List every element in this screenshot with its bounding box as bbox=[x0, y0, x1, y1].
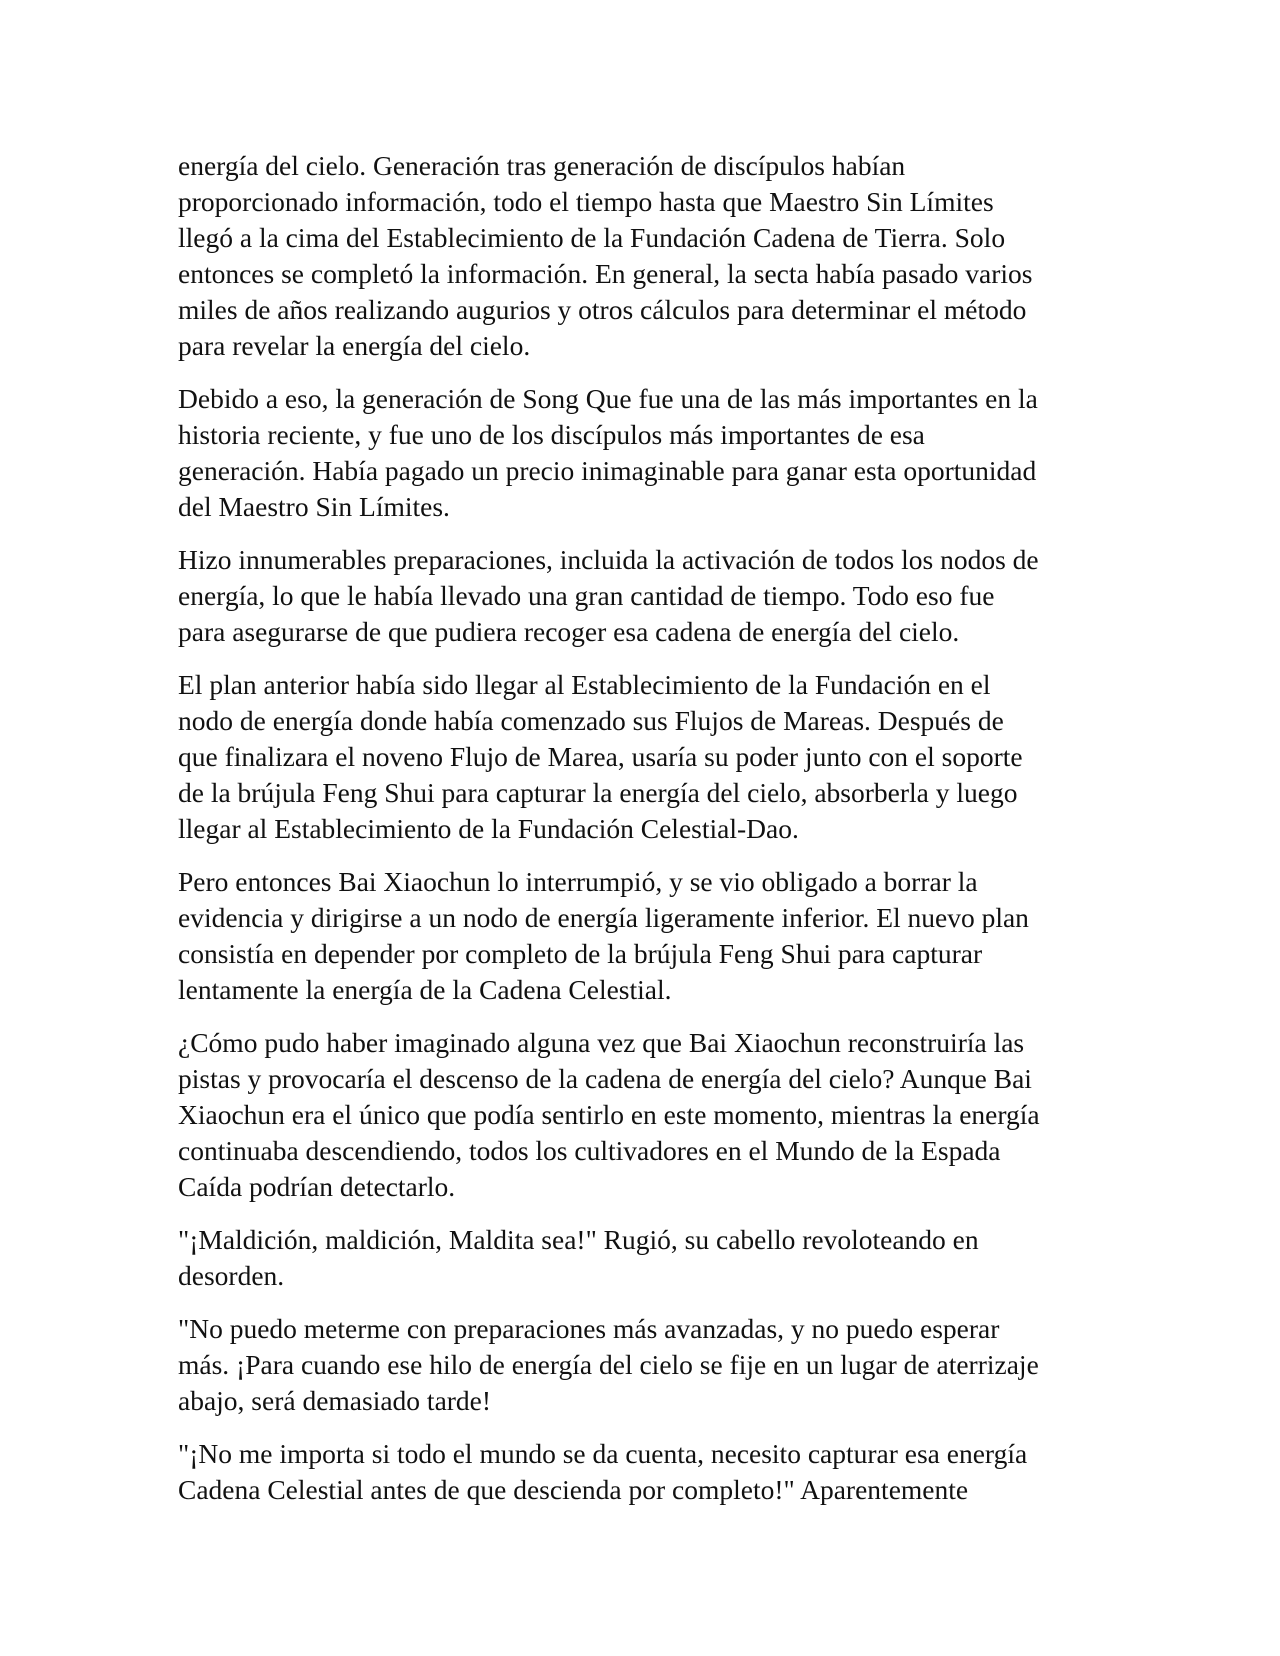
text-line: energía del cielo. Generación tras generación de discípulos habían bbox=[178, 150, 906, 181]
text-line: pistas y provocaría el descenso de la cadena de energía del cielo? Aunque Bai bbox=[178, 1063, 1032, 1094]
text-line: Pero entonces Bai Xiaochun lo interrumpió, y se vio obligado a borrar la bbox=[178, 866, 978, 897]
paragraph-4 bbox=[178, 667, 1102, 847]
text-line: Xiaochun era el único que podía sentirlo en este momento, mientras la energía bbox=[178, 1099, 1040, 1130]
text-line: Debido a eso, la generación de Song Que fue una de las más importantes en la bbox=[178, 383, 1038, 414]
paragraph-3 bbox=[178, 542, 1102, 650]
text-line: consistía en depender por completo de la brújula Feng Shui para capturar bbox=[178, 938, 983, 969]
paragraph-2 bbox=[178, 381, 1102, 525]
text-line: "No puedo meterme con preparaciones más avanzadas, y no puedo esperar bbox=[178, 1313, 1000, 1344]
text-line: para asegurarse de que pudiera recoger esa cadena de energía del cielo. bbox=[178, 616, 960, 647]
text-line: El plan anterior había sido llegar al Establecimiento de la Fundación en el bbox=[178, 669, 991, 700]
text-line: "¡Maldición, maldición, Maldita sea!" Rugió, su cabello revoloteando en bbox=[178, 1224, 979, 1255]
text-line: "¡No me importa si todo el mundo se da cuenta, necesito capturar esa energía bbox=[178, 1438, 1028, 1469]
text-line: abajo, será demasiado tarde! bbox=[178, 1385, 492, 1416]
paragraph-1 bbox=[178, 148, 1102, 364]
text-line: historia reciente, y fue uno de los discípulos más importantes de esa bbox=[178, 419, 925, 450]
text-line: más. ¡Para cuando ese hilo de energía del cielo se fije en un lugar de aterrizaje bbox=[178, 1349, 1039, 1380]
text-line: Cadena Celestial antes de que descienda por completo!" Aparentemente bbox=[178, 1474, 969, 1505]
text-line: del Maestro Sin Límites. bbox=[178, 491, 450, 522]
text-line: energía, lo que le había llevado una gran cantidad de tiempo. Todo eso fue bbox=[178, 580, 995, 611]
text-line: desorden. bbox=[178, 1260, 285, 1291]
paragraph-9 bbox=[178, 1436, 1102, 1508]
text-line: proporcionado información, todo el tiempo hasta que Maestro Sin Límites bbox=[178, 186, 994, 217]
text-line: miles de años realizando augurios y otros cálculos para determinar el método bbox=[178, 294, 1027, 325]
text-line: llegó a la cima del Establecimiento de la Fundación Cadena de Tierra. Solo bbox=[178, 222, 1006, 253]
text-line: que finalizara el noveno Flujo de Marea, usaría su poder junto con el soporte bbox=[178, 741, 1023, 772]
paragraph-8 bbox=[178, 1311, 1102, 1419]
text-line: entonces se completó la información. En general, la secta había pasado varios bbox=[178, 258, 1033, 289]
text-line: de la brújula Feng Shui para capturar la energía del cielo, absorberla y luego bbox=[178, 777, 1018, 808]
text-line: evidencia y dirigirse a un nodo de energía ligeramente inferior. El nuevo plan bbox=[178, 902, 1029, 933]
text-line: Hizo innumerables preparaciones, incluida la activación de todos los nodos de bbox=[178, 544, 1039, 575]
paragraph-5 bbox=[178, 864, 1102, 1008]
paragraph-6 bbox=[178, 1025, 1102, 1205]
text-line: lentamente la energía de la Cadena Celestial. bbox=[178, 974, 672, 1005]
text-line: continuaba descendiendo, todos los cultivadores en el Mundo de la Espada bbox=[178, 1135, 1001, 1166]
text-line: para revelar la energía del cielo. bbox=[178, 330, 531, 361]
paragraph-7 bbox=[178, 1222, 1102, 1294]
text-line: Caída podrían detectarlo. bbox=[178, 1171, 456, 1202]
text-line: ¿Cómo pudo haber imaginado alguna vez que Bai Xiaochun reconstruiría las bbox=[178, 1027, 1025, 1058]
text-line: generación. Había pagado un precio inimaginable para ganar esta oportunidad bbox=[178, 455, 1037, 486]
text-line: nodo de energía donde había comenzado sus Flujos de Mareas. Después de bbox=[178, 705, 1004, 736]
text-column bbox=[178, 148, 1102, 1525]
text-line: llegar al Establecimiento de la Fundación Celestial-Dao. bbox=[178, 813, 799, 844]
